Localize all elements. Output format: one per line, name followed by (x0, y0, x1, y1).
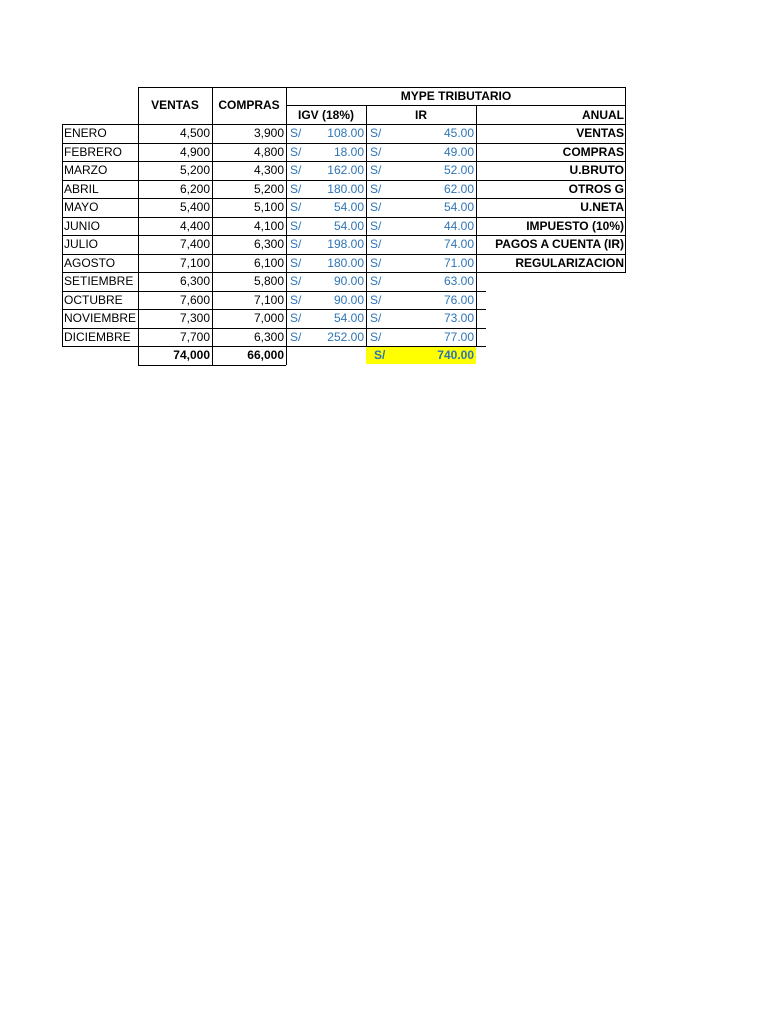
ventas-value[interactable]: 7,600 (179, 292, 210, 307)
ventas-value[interactable]: 7,300 (179, 311, 210, 325)
grid-line (62, 328, 486, 329)
igv-currency[interactable]: S/ (290, 163, 302, 177)
month-label[interactable]: OCTUBRE (64, 292, 123, 307)
compras-value[interactable]: 3,900 (253, 126, 284, 140)
grid-line (62, 124, 63, 346)
month-label[interactable]: ABRIL (64, 181, 99, 196)
igv-currency[interactable]: S/ (290, 218, 302, 233)
ir-value[interactable]: 54.00 (443, 200, 474, 214)
ir-value[interactable]: 49.00 (443, 144, 474, 159)
grid-line (476, 198, 626, 199)
ir-currency[interactable]: S/ (370, 237, 382, 251)
anual-item[interactable]: IMPUESTO (10%) (526, 218, 624, 233)
ir-value[interactable]: 77.00 (443, 329, 474, 344)
igv-currency[interactable]: S/ (290, 311, 302, 325)
compras-value[interactable]: 6,100 (253, 255, 284, 270)
igv-currency[interactable]: S/ (290, 126, 302, 140)
month-label[interactable]: AGOSTO (64, 255, 116, 270)
header-mype-tributario[interactable]: MYPE TRIBUTARIO (400, 89, 512, 103)
grid-line (476, 254, 626, 255)
igv-value[interactable]: 90.00 (333, 292, 364, 307)
grid-line (62, 235, 486, 236)
ir-currency[interactable]: S/ (370, 181, 382, 196)
month-label[interactable]: ENERO (64, 126, 107, 140)
ventas-value[interactable]: 7,400 (179, 237, 210, 251)
grid-line (212, 87, 213, 365)
anual-item[interactable]: U.NETA (580, 200, 624, 214)
month-label[interactable]: FEBRERO (64, 144, 123, 159)
compras-value[interactable]: 4,100 (253, 218, 284, 233)
ir-value[interactable]: 63.00 (443, 274, 474, 288)
compras-value[interactable]: 5,100 (253, 200, 284, 214)
grid-line (366, 105, 367, 346)
compras-value[interactable]: 6,300 (253, 237, 284, 251)
anual-item[interactable]: VENTAS (576, 126, 624, 140)
ventas-value[interactable]: 5,400 (179, 200, 210, 214)
ir-currency[interactable]: S/ (370, 163, 382, 177)
ventas-value[interactable]: 6,300 (179, 274, 210, 288)
ventas-value[interactable]: 5,200 (179, 163, 210, 177)
month-label[interactable]: JULIO (64, 237, 99, 251)
compras-value[interactable]: 5,800 (253, 274, 284, 288)
igv-value[interactable]: 252.00 (327, 329, 364, 344)
igv-currency[interactable]: S/ (290, 255, 302, 270)
igv-value[interactable]: 180.00 (327, 181, 364, 196)
igv-currency[interactable]: S/ (290, 292, 302, 307)
anual-item[interactable]: PAGOS A CUENTA (IR) (495, 237, 624, 251)
header-ventas[interactable]: VENTAS (151, 98, 199, 112)
header-compras[interactable]: COMPRAS (218, 98, 280, 112)
month-label[interactable]: NOVIEMBRE (64, 311, 137, 325)
ventas-value[interactable]: 4,400 (179, 218, 210, 233)
grid-line (62, 198, 486, 199)
compras-value[interactable]: 4,300 (253, 163, 284, 177)
ir-currency[interactable]: S/ (370, 274, 382, 288)
month-label[interactable]: SETIEMBRE (64, 274, 134, 288)
igv-value[interactable]: 54.00 (333, 218, 364, 233)
grid-line (62, 180, 486, 181)
grid-line (62, 217, 486, 218)
ventas-value[interactable]: 4,900 (179, 144, 210, 159)
header-igv[interactable]: IGV (18%) (297, 108, 354, 122)
igv-value[interactable]: 54.00 (333, 200, 364, 214)
grid-line (476, 180, 626, 181)
header-anual[interactable]: ANUAL (582, 108, 624, 122)
ir-value[interactable]: 52.00 (443, 163, 474, 177)
grid-line (138, 87, 139, 365)
total-compras[interactable]: 66,000 (247, 348, 284, 362)
igv-value[interactable]: 162.00 (327, 163, 364, 177)
compras-value[interactable]: 7,000 (253, 311, 284, 325)
month-label[interactable]: JUNIO (64, 218, 100, 233)
grid-line (62, 143, 486, 144)
igv-currency[interactable]: S/ (290, 200, 302, 214)
ir-currency[interactable]: S/ (370, 200, 382, 214)
ventas-value[interactable]: 6,200 (179, 181, 210, 196)
grid-line (286, 87, 287, 365)
grid-line (138, 365, 286, 366)
grid-line (62, 124, 626, 125)
igv-value[interactable]: 108.00 (327, 126, 364, 140)
ventas-value[interactable]: 7,700 (179, 329, 210, 344)
igv-currency[interactable]: S/ (290, 274, 302, 288)
month-label[interactable]: DICIEMBRE (64, 329, 131, 344)
compras-value[interactable]: 6,300 (253, 329, 284, 344)
igv-currency[interactable]: S/ (290, 181, 302, 196)
grid-line (62, 346, 486, 347)
grid-line (286, 105, 626, 106)
header-ir[interactable]: IR (415, 108, 427, 122)
ir-value[interactable]: 76.00 (443, 292, 474, 307)
igv-currency[interactable]: S/ (290, 237, 302, 251)
igv-value[interactable]: 18.00 (333, 144, 364, 159)
ir-value[interactable]: 74.00 (443, 237, 474, 251)
ir-currency[interactable]: S/ (370, 329, 382, 344)
total-ir-currency[interactable]: S/ (374, 348, 386, 362)
ir-currency[interactable]: S/ (370, 126, 382, 140)
grid-line (476, 235, 626, 236)
ir-value[interactable]: 62.00 (443, 181, 474, 196)
igv-currency[interactable]: S/ (290, 329, 302, 344)
ir-currency[interactable]: S/ (370, 255, 382, 270)
total-ir-value[interactable]: 740.00 (437, 348, 474, 362)
anual-item[interactable]: U.BRUTO (569, 163, 624, 177)
anual-item[interactable]: REGULARIZACION (515, 255, 624, 270)
grid-line (476, 272, 626, 273)
ventas-value[interactable]: 7,100 (179, 255, 210, 270)
igv-value[interactable]: 180.00 (327, 255, 364, 270)
ir-value[interactable]: 44.00 (443, 218, 474, 233)
ir-value[interactable]: 73.00 (443, 311, 474, 325)
total-ventas[interactable]: 74,000 (173, 348, 210, 362)
ir-currency[interactable]: S/ (370, 292, 382, 307)
anual-item[interactable]: COMPRAS (562, 144, 624, 159)
grid-line (625, 87, 626, 272)
igv-value[interactable]: 90.00 (333, 274, 364, 288)
grid-line (476, 217, 626, 218)
ir-currency[interactable]: S/ (370, 311, 382, 325)
grid-line (62, 272, 486, 273)
grid-line (62, 309, 486, 310)
month-label[interactable]: MARZO (64, 163, 108, 177)
grid-line (62, 254, 486, 255)
grid-line (476, 105, 477, 346)
compras-value[interactable]: 7,100 (253, 292, 284, 307)
ir-value[interactable]: 71.00 (443, 255, 474, 270)
compras-value[interactable]: 4,800 (253, 144, 284, 159)
compras-value[interactable]: 5,200 (253, 181, 284, 196)
grid-line (62, 291, 486, 292)
anual-item[interactable]: OTROS G (568, 181, 624, 196)
month-label[interactable]: MAYO (64, 200, 99, 214)
ventas-value[interactable]: 4,500 (179, 126, 210, 140)
igv-value[interactable]: 198.00 (327, 237, 364, 251)
igv-currency[interactable]: S/ (290, 144, 302, 159)
ir-currency[interactable]: S/ (370, 218, 382, 233)
grid-line (476, 161, 626, 162)
grid-line (62, 161, 486, 162)
igv-value[interactable]: 54.00 (333, 311, 364, 325)
ir-currency[interactable]: S/ (370, 144, 382, 159)
grid-line (476, 143, 626, 144)
ir-value[interactable]: 45.00 (443, 126, 474, 140)
